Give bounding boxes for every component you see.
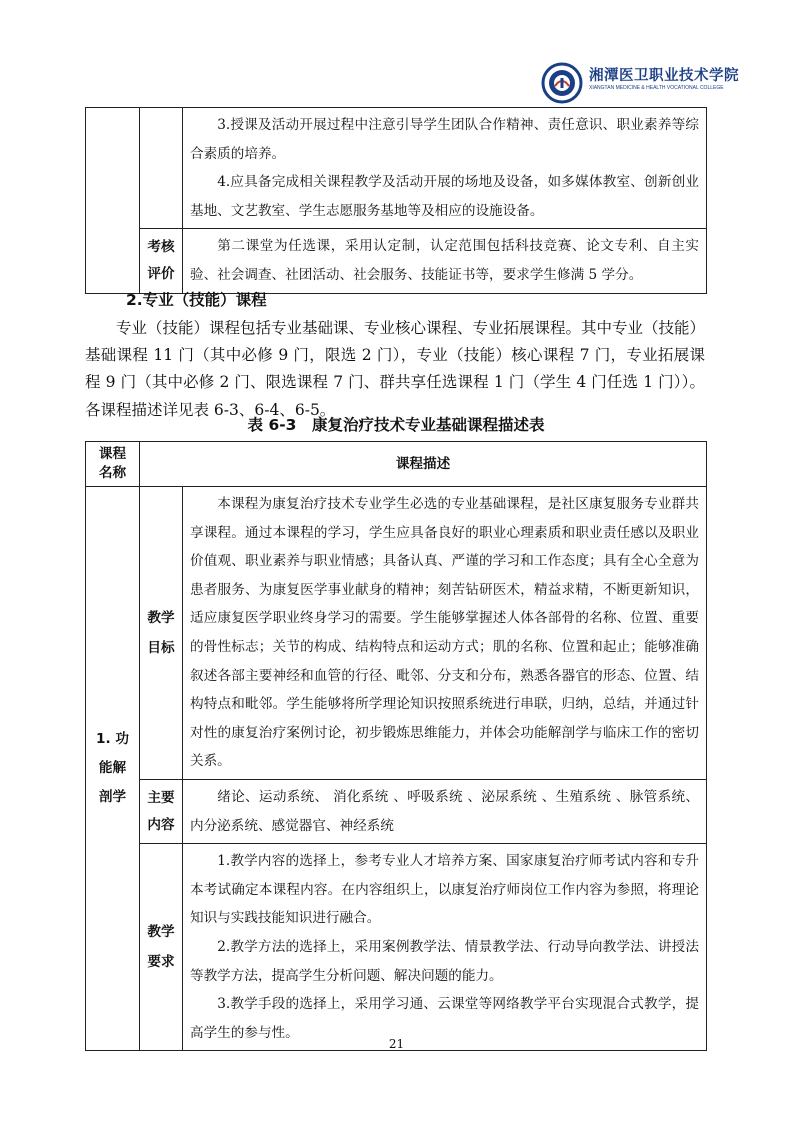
main-content-text: 绪论、运动系统、 消化系统 、呼吸系统 、泌尿系统 、生殖系统 、脉管系统、内分泌系统、感觉器官、神经系统 (183, 779, 707, 843)
college-emblem-icon (541, 62, 583, 104)
requirement-paragraph: 1.教学内容的选择上，参考专业人才培养方案、国家康复治疗师考试内容和专升本考试确定本课程内容。在内容组织上，以康复治疗师岗位工作内容为参照，将理论知识与实践技能知识进行融合。 (190, 853, 699, 927)
school-name-cn: 湘潭医卫职业技术学院 (589, 67, 739, 84)
assessment-label: 考核 评价 (140, 229, 183, 293)
course-name-functional-anatomy: 1. 功 能解 剖学 (86, 487, 140, 1051)
section-heading: 2.专业（技能）课程 (126, 291, 267, 309)
requirement-paragraph: 3.教学手段的选择上，采用学习通、云课堂等网络教学平台实现混合式教学，提高学生的参与性。 (190, 996, 699, 1041)
header-course-description: 课程描述 (140, 442, 707, 487)
course-description-table (85, 441, 707, 1051)
requirement-paragraph: 4.应具备完成相关课程教学及活动开展的场地及设备，如多媒体教室、创新创业基地、文艺教室、学生志愿服务基地等及相应的设施设备。 (190, 174, 699, 219)
main-content-label: 主要 内容 (140, 779, 183, 843)
assessment-text: 第二课堂为任选课，采用认定制，认定范围包括科技竞赛、论文专利、自主实验、社会调查、社团活动、社会服务、技能证书等，要求学生修满 5 学分。 (183, 229, 707, 293)
college-logo (541, 62, 766, 108)
requirement-paragraph: 2.教学方法的选择上，采用案例教学法、情景教学法、行动导向教学法、讲授法等教学方法，提高学生分析问题、解决问题的能力。 (190, 938, 699, 984)
requirement-paragraph: 3.授课及活动开展过程中注意引导学生团队合作精神、责任意识、职业素养等综合素质的培养。 (190, 117, 699, 162)
teaching-requirements-cont (183, 108, 707, 229)
page-number: 21 (388, 1037, 405, 1051)
section-paragraph: 专业（技能）课程包括专业基础课、专业核心课程、专业拓展课程。其中专业（技能）基础课程 11 门（其中必修 9 门，限选 2 门），专业（技能）核心课程 7 门，专业拓展课程 9 门（其中必修 2 门、限选课程 7 门、群共享任选课程 1 门（学生 4 门任选 1 门））。各课程描述详见表 6-3、6-4、6-5。 (85, 319, 706, 419)
teaching-goal-label: 教学 目标 (140, 487, 183, 780)
empty-cell (86, 108, 140, 294)
school-name-en: XIANGTAN MEDICINE & HEALTH VOCATIONAL COLLEGE (589, 85, 724, 91)
teaching-requirements-text (183, 844, 707, 1051)
teaching-goal-text: 本课程为康复治疗技术专业学生必选的专业基础课程，是社区康复服务专业群共享课程。通过本课程的学习，学生应具备良好的职业心理素质和职业责任感以及职业价值观、职业素养与职业情感；具备认真、严谨的学习和工作态度；具有全心全意为患者服务、为康复医学事业献身的精神；刻苦钻研医术，精益求精，不断更新知识，适应康复医学职业终身学习的需要。学生能够掌握述人体各部骨的名称、位置、重要的骨性标志；关节的构成、结构特点和运动方式；肌的名称、位置和起止；能够准确叙述各部主要神经和血管的行径、毗邻、分支和分布，熟悉各器官的形态、位置、结构特点和毗邻。学生能够将所学理论知识按照系统进行串联，归纳，总结，并通过针对性的康复治疗案例讨论，初步锻炼思维能力，并体会功能解剖学与临床工作的密切关系。 (183, 487, 707, 780)
prev-course-table (85, 107, 707, 294)
header-course-name: 课程 名称 (86, 442, 140, 487)
teaching-requirements-label: 教学 要求 (140, 844, 183, 1051)
empty-cell (140, 108, 183, 229)
table-title: 表 6-3 康复治疗技术专业基础课程描述表 (247, 416, 545, 434)
